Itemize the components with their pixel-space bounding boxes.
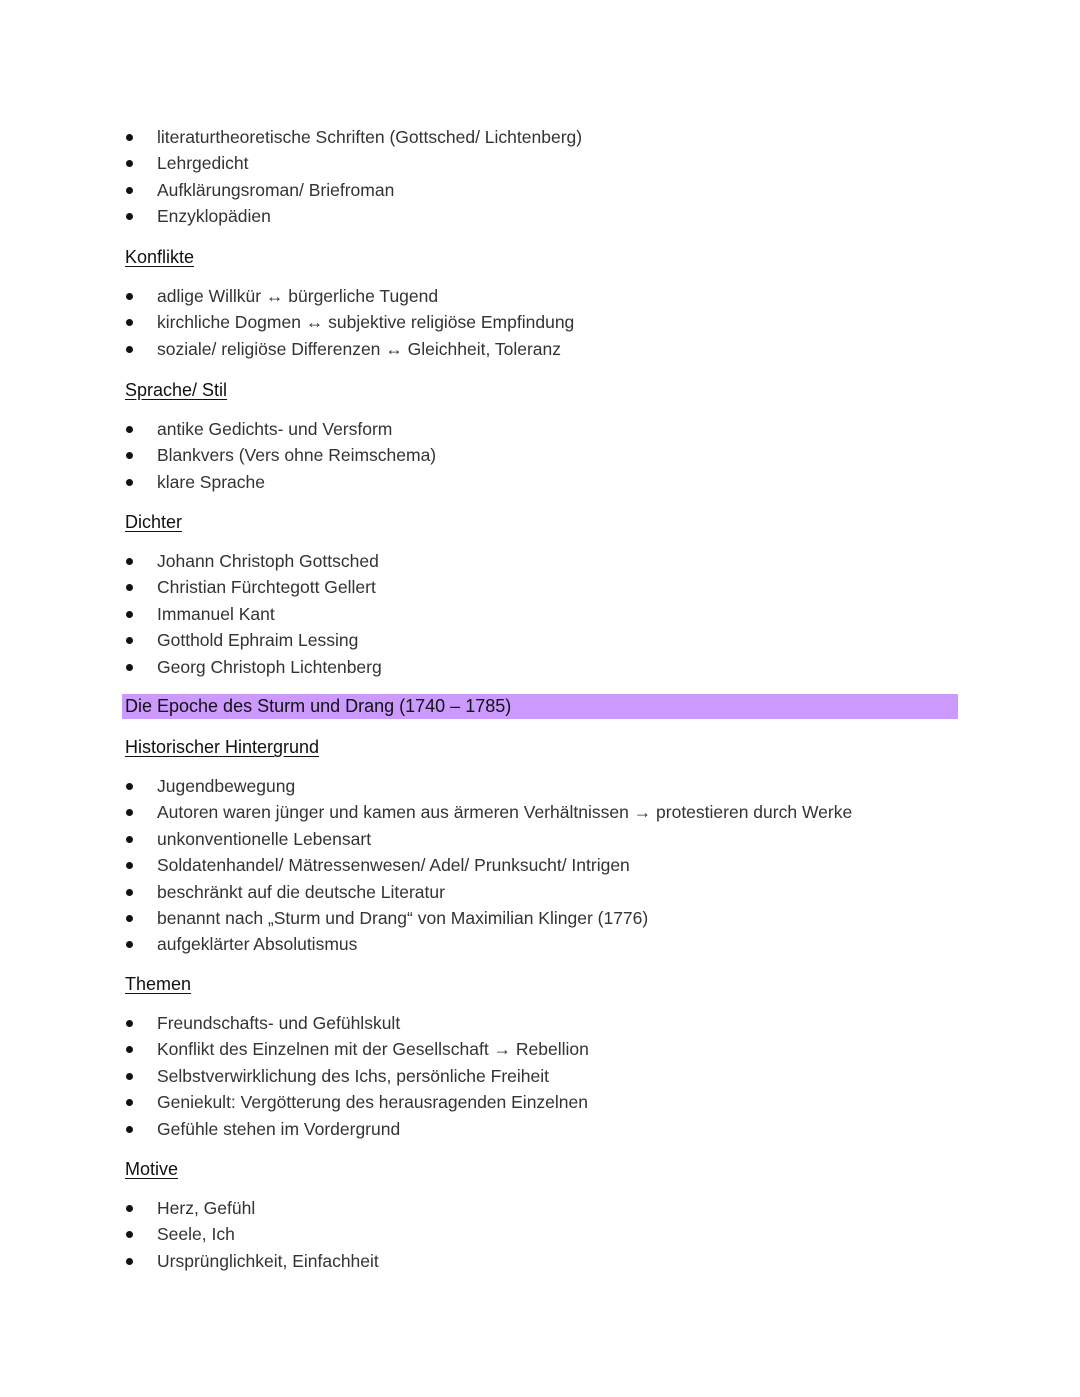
list-item bbox=[0, 177, 582, 203]
heading-konflikte: Konflikte bbox=[125, 247, 195, 267]
list-item-text: Freundschafts- und Gefühlskult bbox=[157, 1013, 401, 1033]
list-item bbox=[0, 852, 852, 878]
list-item-text: beschränkt auf die deutsche Literatur bbox=[157, 881, 445, 902]
bullet-icon bbox=[126, 1205, 133, 1212]
heading-motive: Motive bbox=[125, 1159, 179, 1179]
bullet-icon bbox=[126, 637, 133, 644]
list-item-text: aufgeklärter Absolutismus bbox=[157, 934, 358, 955]
list-item bbox=[0, 574, 382, 600]
list-item bbox=[0, 124, 582, 150]
list-item bbox=[0, 654, 382, 680]
list-item bbox=[0, 773, 852, 799]
list-item-text: Soldatenhandel/ Mätressenwesen/ Adel/ Prunksucht/ Intrigen bbox=[157, 855, 630, 876]
list-item-text: Gotthold Ephraim Lessing bbox=[157, 630, 359, 651]
bullet-icon bbox=[126, 134, 133, 141]
bullet-icon bbox=[126, 809, 133, 816]
list-item bbox=[0, 905, 852, 931]
themen-list bbox=[0, 1010, 589, 1142]
bullet-icon bbox=[126, 426, 133, 433]
bullet-icon bbox=[126, 452, 133, 459]
list-item-text: Herz, Gefühl bbox=[157, 1198, 256, 1218]
heading-sprache-stil: Sprache/ Stil bbox=[125, 380, 228, 400]
list-item-text: klare Sprache bbox=[157, 471, 265, 492]
bullet-icon bbox=[126, 915, 133, 922]
list-item-text: Ursprünglichkeit, Einfachheit bbox=[157, 1250, 379, 1271]
bullet-icon bbox=[126, 319, 133, 326]
list-item bbox=[0, 548, 382, 574]
bullet-icon bbox=[126, 213, 133, 220]
list-item bbox=[0, 826, 852, 852]
list-item-text: literaturtheoretische Schriften (Gottsched/ Lichtenberg) bbox=[157, 127, 583, 147]
list-item bbox=[0, 1221, 379, 1247]
heading-dichter: Dichter bbox=[125, 512, 183, 532]
heading-historischer-hintergrund: Historischer Hintergrund bbox=[125, 737, 320, 757]
list-item bbox=[0, 1010, 589, 1036]
motive-list bbox=[0, 1195, 379, 1274]
list-item bbox=[0, 469, 436, 495]
bullet-icon bbox=[126, 941, 133, 948]
list-item bbox=[0, 601, 382, 627]
list-item-text: Blankvers (Vers ohne Reimschema) bbox=[157, 445, 437, 466]
list-item bbox=[0, 150, 582, 176]
list-item-text: Autoren waren jünger und kamen aus ärmeren Verhältnissen → protestieren durch Werke bbox=[157, 802, 853, 823]
bullet-icon bbox=[126, 479, 133, 486]
list-item-text: unkonventionelle Lebensart bbox=[157, 828, 372, 849]
list-item bbox=[0, 1089, 589, 1115]
epoch-title: Die Epoche des Sturm und Drang (1740 – 1785) bbox=[125, 696, 512, 716]
sprache-list bbox=[0, 416, 436, 495]
list-item-text: Gefühle stehen im Vordergrund bbox=[157, 1118, 401, 1139]
list-item-text: kirchliche Dogmen ↔ subjektive religiöse Empfindung bbox=[157, 312, 575, 333]
list-item bbox=[0, 1116, 589, 1142]
bullet-icon bbox=[126, 1126, 133, 1133]
list-item-text: adlige Willkür ↔ bürgerliche Tugend bbox=[157, 286, 439, 306]
list-item bbox=[0, 1063, 589, 1089]
list-item bbox=[0, 309, 574, 335]
list-item-text: Johann Christoph Gottsched bbox=[157, 551, 379, 571]
forms-list bbox=[0, 124, 582, 230]
list-item-text: Christian Fürchtegott Gellert bbox=[157, 577, 376, 598]
list-item-text: Enzyklopädien bbox=[157, 206, 271, 227]
bullet-icon bbox=[126, 160, 133, 167]
list-item bbox=[0, 442, 436, 468]
historisch-list bbox=[0, 773, 852, 958]
list-item bbox=[0, 416, 436, 442]
bullet-icon bbox=[126, 346, 133, 353]
bullet-icon bbox=[126, 836, 133, 843]
list-item-text: Georg Christoph Lichtenberg bbox=[157, 656, 382, 677]
heading-themen: Themen bbox=[125, 974, 192, 994]
list-item-text: Selbstverwirklichung des Ichs, persönliche Freiheit bbox=[157, 1065, 549, 1086]
list-item-text: Lehrgedicht bbox=[157, 153, 249, 174]
list-item bbox=[0, 1248, 379, 1274]
bullet-icon bbox=[126, 558, 133, 565]
list-item bbox=[0, 336, 574, 362]
bullet-icon bbox=[126, 1231, 133, 1238]
bullet-icon bbox=[126, 1073, 133, 1080]
list-item-text: antike Gedichts- und Versform bbox=[157, 419, 393, 439]
list-item bbox=[0, 879, 852, 905]
list-item-text: benannt nach „Sturm und Drang“ von Maximilian Klinger (1776) bbox=[157, 907, 649, 928]
bullet-icon bbox=[126, 611, 133, 618]
list-item-text: Seele, Ich bbox=[157, 1224, 235, 1245]
bullet-icon bbox=[126, 1046, 133, 1053]
bullet-icon bbox=[126, 783, 133, 790]
list-item-text: soziale/ religiöse Differenzen ↔ Gleichheit, Toleranz bbox=[157, 338, 562, 359]
bullet-icon bbox=[126, 664, 133, 671]
bullet-icon bbox=[126, 1020, 133, 1027]
list-item-text: Aufklärungsroman/ Briefroman bbox=[157, 179, 395, 200]
bullet-icon bbox=[126, 187, 133, 194]
list-item bbox=[0, 203, 582, 229]
bullet-icon bbox=[126, 584, 133, 591]
list-item-text: Geniekult: Vergötterung des herausragenden Einzelnen bbox=[157, 1092, 588, 1113]
list-item-text: Immanuel Kant bbox=[157, 603, 275, 624]
konflikte-list bbox=[0, 283, 574, 362]
list-item-text: Jugendbewegung bbox=[157, 776, 296, 796]
bullet-icon bbox=[126, 1258, 133, 1265]
list-item bbox=[0, 1195, 379, 1221]
bullet-icon bbox=[126, 889, 133, 896]
list-item bbox=[0, 627, 382, 653]
list-item bbox=[0, 283, 574, 309]
bullet-icon bbox=[126, 1099, 133, 1106]
list-item-text: Konflikt des Einzelnen mit der Gesellschaft → Rebellion bbox=[157, 1039, 589, 1060]
list-item bbox=[0, 931, 852, 957]
bullet-icon bbox=[126, 293, 133, 300]
list-item bbox=[0, 1036, 589, 1062]
list-item bbox=[0, 799, 852, 825]
dichter-list bbox=[0, 548, 382, 680]
bullet-icon bbox=[126, 862, 133, 869]
